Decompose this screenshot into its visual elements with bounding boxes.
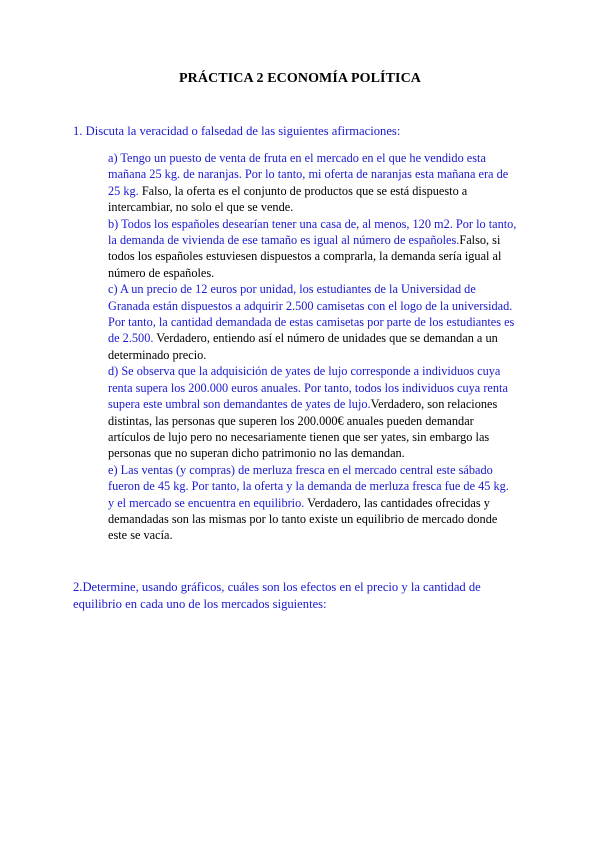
item-b-answer: Falso, si todos los españoles estuviesen dispuestos a comprarla, la demanda sería igual al número de españoles.	[108, 233, 502, 280]
item-c-statement: c) A un precio de 12 euros por unidad, los estudiantes de la Universidad de Granada están dispuestos a adquirir 2.500 camisetas con el logo de la universidad. Por tanto, la cantidad demandada de estas camisetas por parte de los estudiantes es de 2.500.	[108, 282, 515, 346]
question-2-heading: 2.Determine, usando gráficos, cuáles son los efectos en el precio y la cantidad de equilibrio en cada uno de los mercados siguientes:	[73, 580, 481, 611]
page-title: PRÁCTICA 2 ECONOMÍA POLÍTICA	[179, 71, 421, 86]
item-d	[108, 363, 518, 461]
item-c	[108, 281, 518, 363]
item-b	[108, 216, 518, 282]
item-a-answer: Falso, la oferta es el conjunto de productos que se está dispuesto a intercambiar, no solo el que se vende.	[108, 183, 468, 215]
item-d-statement: d) Se observa que la adquisición de yates de lujo corresponde a individuos cuya renta supera los 200.000 euros anuales. Por tanto, todos los individuos cuya renta supera este umbral son demandantes de yates de lujo.	[108, 364, 508, 412]
item-e-answer: Verdadero, las cantidades ofrecidas y demandadas son las mismas por lo tanto existe un equilibrio de mercado donde este se vacía.	[108, 495, 498, 543]
item-a-statement: a) Tengo un puesto de venta de fruta en el mercado en el que he vendido esta mañana 25 kg. de naranjas. Por lo tanto, mi oferta de naranjas esta mañana era de 25 kg.	[108, 151, 509, 198]
item-a	[108, 150, 518, 216]
item-d-answer: Verdadero, son relaciones distintas, las personas que superen los 200.000€ anuales pueden demandar artículos de lujo pero no necesariamente tienen que ser yates, sin embargo las personas que no superan dicho patrimonio no las demandan.	[108, 397, 498, 461]
question-1-heading: 1. Discuta la veracidad o falsedad de las siguientes afirmaciones:	[73, 124, 401, 138]
item-e-statement: e) Las ventas (y compras) de merluza fresca en el mercado central este sábado fueron de 45 kg. Por tanto, la oferta y la demanda de merluza fresca fue de 45 kg. y el mercado se encuentra en equilibrio.	[108, 462, 509, 510]
question-1-items	[108, 150, 518, 544]
item-e	[108, 462, 518, 544]
item-c-answer: Verdadero, entiendo así el número de unidades que se demandan a un determinado precio.	[108, 331, 498, 362]
item-b-statement: b) Todos los españoles desearían tener una casa de, al menos, 120 m2. Por lo tanto, la demanda de vivienda de ese tamaño es igual al número de españoles.	[108, 216, 517, 248]
